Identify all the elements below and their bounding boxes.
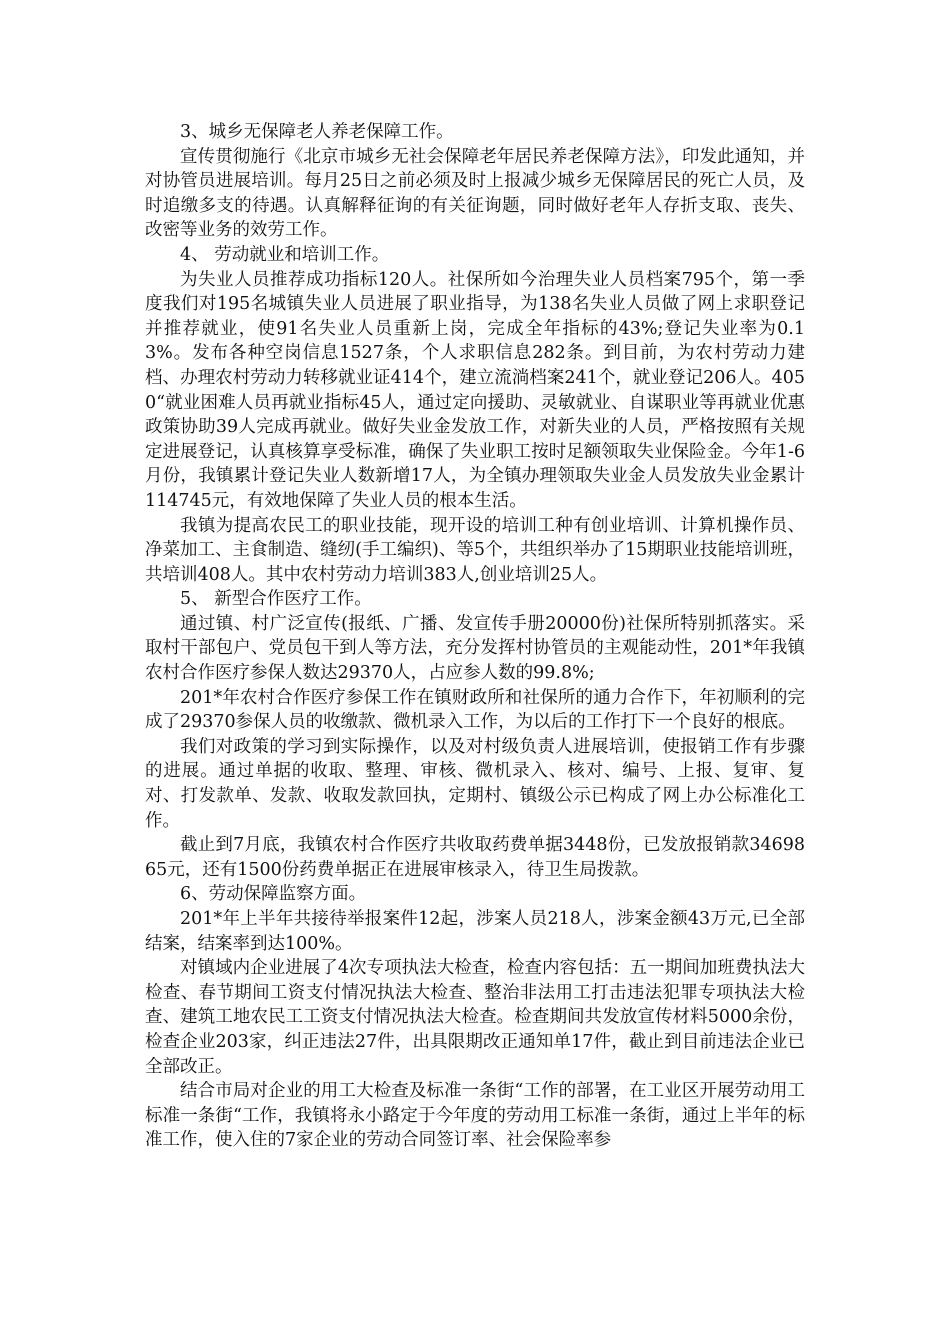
- paragraph-medical-publicity: 通过镇、村广泛宣传(报纸、广播、发宣传手册20000份)社保所特别抓落实。采取村干部包户、党员包干到人等方法，充分发挥村协管员的主观能动性，201*年我镇农村合作医疗参保人数达29370人，占应参人数的99.8%;: [145, 613, 805, 684]
- paragraph-medical-reimbursement-process: 我们对政策的学习到实际操作，以及对村级负责人进展培训，使报销工作有步骤的进展。通过单据的收取、整理、审核、微机录入、核对、编号、上报、复审、复对、打发款单、发款、收取发款回执，定期村、镇级公示已构成了网上办公标准化工作。: [145, 736, 805, 831]
- section-heading-cooperative-medical: 5、 新型合作医疗工作。: [180, 589, 372, 610]
- section-heading-labor-inspection: 6、劳动保障监察方面。: [180, 884, 367, 905]
- paragraph-medical-reimbursement-status: 截止到7月底，我镇农村合作医疗共收取药费单据3448份，已发放报销款3469865元，还有1500份药费单据正在进展审核录入，待卫生局拨款。: [145, 835, 805, 880]
- paragraph-vocational-training: 我镇为提高农民工的职业技能，现开设的培训工种有创业培训、计算机操作员、净菜加工、主食制造、缝纫(手工编织)、等5个，共组织举办了15期职业技能培训班，共培训408人。其中农村劳动力培训383人,创业培训25人。: [145, 515, 805, 585]
- section-heading-elderly-pension: 3、城乡无保障老人养老保障工作。: [180, 122, 454, 142]
- paragraph-complaint-cases: 201*年上半年共接待举报案件12起，涉案人员218人，涉案金额43万元,已全部结案，结案率到达100%。: [145, 909, 805, 954]
- document-body: [145, 120, 805, 1153]
- section-heading-employment-training: 4、 劳动就业和培训工作。: [180, 244, 390, 265]
- paragraph-employment: 为失业人员推荐成功指标120人。社保所如今治理失业人员档案795个，第一季度我们对195名城镇失业人员进展了职业指导，为138名失业人员做了网上求职登记并推荐就业，使91名失业人员重新上岗，完成全年指标的43%;登记失业率为0.13%。发布各种空岗信息1527条，个人求职信息282条。到目前，为农村劳动力建档、办理农村劳动力转移就业证414个，建立流淌档案241个，就业登记206人。4050“就业困难人员再就业指标45人，通过定向援助、灵敏就业、自谋职业等再就业优惠政策协助39人完成再就业。做好失业金发放工作，对新失业的人员，严格按照有关规定进展登记，认真核算享受标准，确保了失业职工按时足额领取失业保险金。今年1-6月份，我镇累计登记失业人数新增17人，为全镇办理领取失业金人员发放失业金累计114745元，有效地保障了失业人员的根本生活。: [145, 269, 805, 511]
- paragraph-standard-street: 结合市局对企业的用工大检查及标准一条街“工作的部署，在工业区开展劳动用工标准一条街“工作，我镇将永小路定于今年度的劳动用工标准一条街，通过上半年的标准工作，使入住的7家企业的劳动合同签订率、社会保险率参: [145, 1081, 805, 1151]
- paragraph-medical-enrollment: 201*年农村合作医疗参保工作在镇财政所和社保所的通力合作下，年初顺利的完成了29370参保人员的收缴款、微机录入工作，为以后的工作打下一个良好的根底。: [145, 687, 805, 733]
- paragraph-elderly-pension: 宣传贯彻施行《北京市城乡无社会保障老年居民养老保障方法》，印发此通知，并对协管员进展培训。每月25日之前必须及时上报减少城乡无保障居民的死亡人员，及时追缴多支的待遇。认真解释征询的有关征询题，同时做好老年人存折支取、丧失、改密等业务的效劳工作。: [145, 146, 805, 241]
- paragraph-law-enforcement-inspections: 对镇域内企业进展了4次专项执法大检查，检查内容包括：五一期间加班费执法大检查、春节期间工资支付情况执法大检查、整治非法用工打击违法犯罪专项执法大检查、建筑工地农民工工资支付情况执法大检查。检查期间共发放宣传材料5000余份，检查企业203家，纠正违法27件，出具限期改正通知单17件，截止到目前违法企业已全部改正。: [145, 958, 805, 1077]
